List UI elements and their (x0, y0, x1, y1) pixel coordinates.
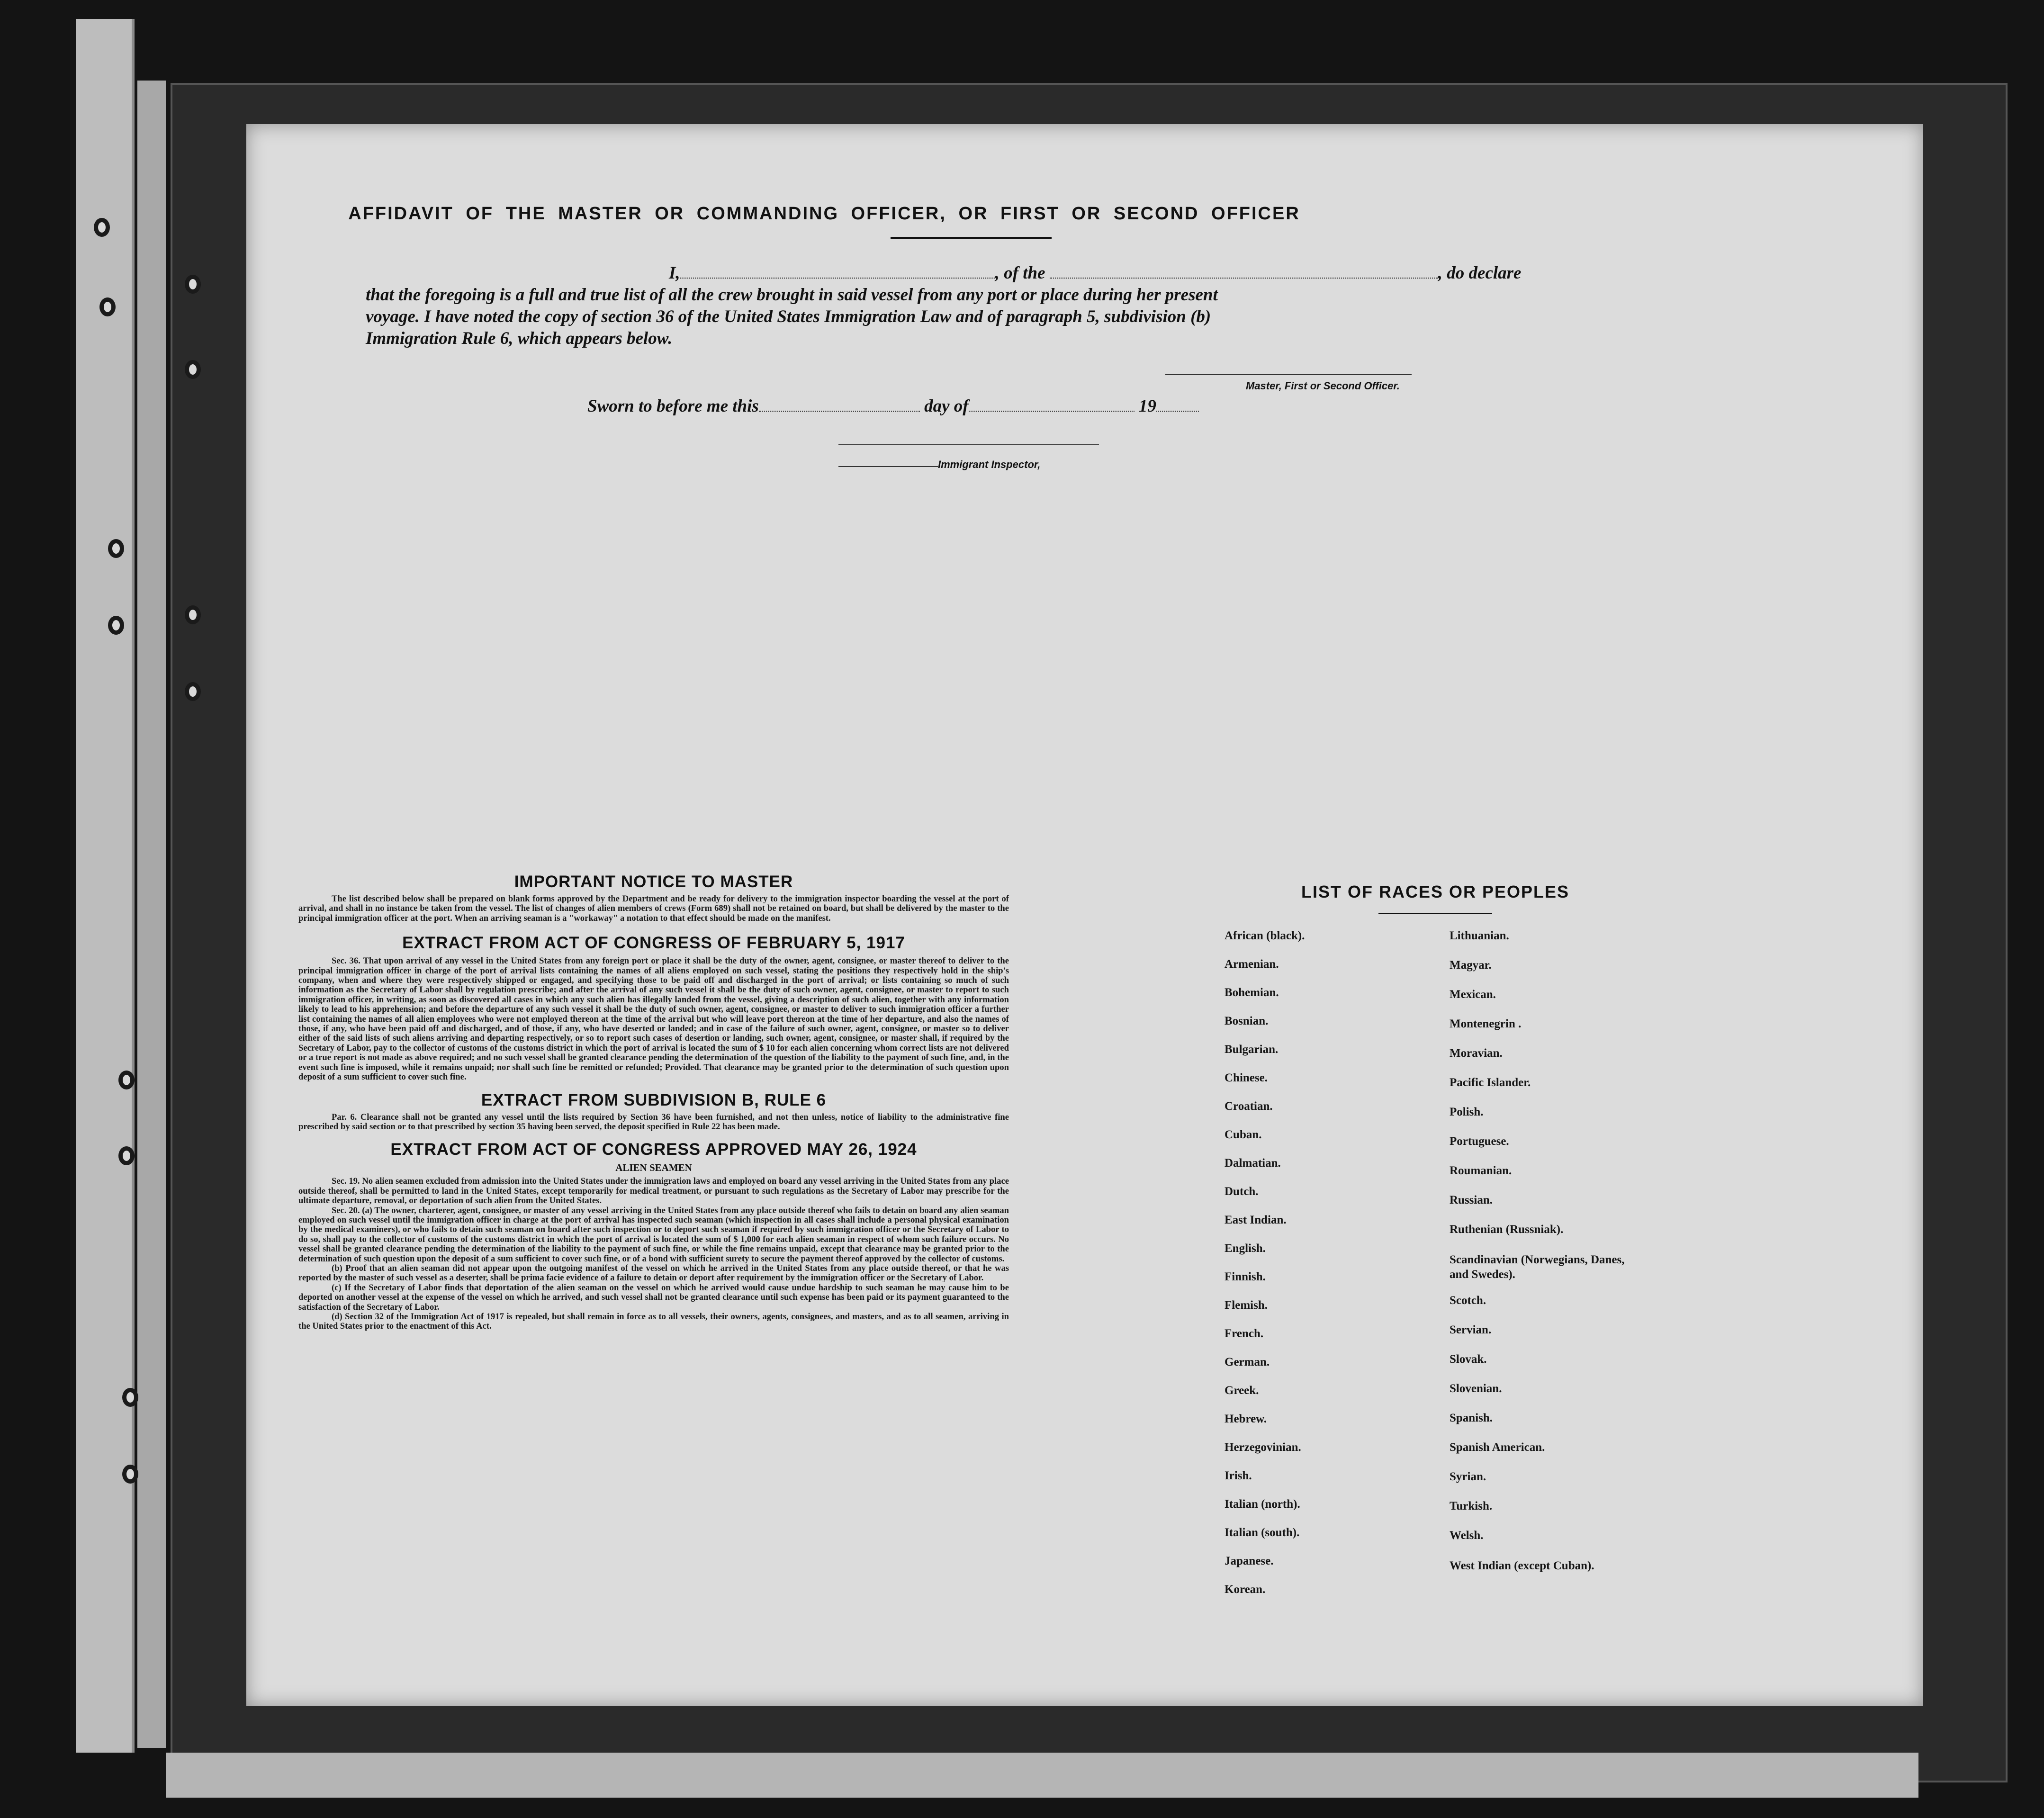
race-item: French. (1225, 1327, 1264, 1340)
binding-hole (118, 1146, 135, 1165)
binding-hole (122, 1388, 138, 1407)
subdivision-b-text: Par. 6. Clearance shall not be granted any vessel until the lists required by Section 36 have been furnished, and not then unless, notice of liability to the administrative fine prescribed by said section or to that prescribed by section 35 having been served, the deposit specified in Rule 22 has been made. (298, 1112, 1009, 1132)
binding-hole (118, 1071, 135, 1089)
sworn-line (587, 396, 1199, 416)
sworn-year-blank (1156, 398, 1199, 412)
master-signature-label: Master, First or Second Officer. (1246, 380, 1400, 392)
race-item: Italian (south). (1225, 1526, 1300, 1539)
race-item: Dalmatian. (1225, 1157, 1281, 1170)
inspector-label: Immigrant Inspector, (938, 459, 1041, 470)
race-item: East Indian. (1225, 1214, 1287, 1226)
race-item: Slovenian. (1450, 1382, 1502, 1395)
race-item: Greek. (1225, 1384, 1259, 1397)
race-item: Mexican. (1450, 988, 1496, 1001)
race-item: English. (1225, 1242, 1266, 1255)
race-item: Welsh. (1450, 1529, 1484, 1542)
race-item: Flemish. (1225, 1299, 1268, 1312)
race-item: Scandinavian (Norwegians, Danes, and Swedes). (1450, 1253, 1625, 1281)
binding-hole (185, 360, 201, 379)
races-title-underline (1378, 913, 1492, 914)
binding-hole (99, 297, 116, 316)
race-item: Slovak. (1450, 1353, 1487, 1366)
race-item: West Indian (except Cuban). (1450, 1559, 1594, 1572)
race-item: Ruthenian (Russniak). (1450, 1223, 1564, 1236)
race-item: Pacific Islander. (1450, 1076, 1531, 1089)
race-item: Montenegrin . (1450, 1017, 1522, 1030)
race-item: Croatian. (1225, 1100, 1273, 1113)
race-item: Bosnian. (1225, 1015, 1269, 1027)
race-item: Russian. (1450, 1194, 1493, 1206)
form-page (246, 124, 1923, 1706)
race-item: Herzegovinian. (1225, 1441, 1301, 1454)
left-binding-strip-inner (137, 81, 166, 1748)
name-blank (680, 265, 995, 279)
sworn-text: Sworn to before me this (587, 396, 759, 416)
sworn-day-blank (759, 398, 920, 412)
race-item: Bohemian. (1225, 986, 1279, 999)
race-item: Korean. (1225, 1583, 1266, 1596)
extract-1917-title: EXTRACT FROM ACT OF CONGRESS OF FEBRUARY 5, 1917 (402, 934, 905, 953)
affidavit-declaration (366, 262, 1522, 350)
affidavit-of-the: , of the (995, 263, 1045, 283)
race-item: Servian. (1450, 1323, 1492, 1336)
extract-1917-text: Sec. 36. That upon arrival of any vessel in the United States from any foreign port or place it shall be the duty of the owner, agent, consignee, or master thereof to deliver to the principal immigration officer in charge of the port of arrival lists containing the names of all aliens employed on such vessel, stating the positions they respectively hold in the ship's company, when and where they were respectively shipped or engaged, and specifying those to be paid off and discharged in the port of arrival; or lists containing so much of such information as the Secretary of Labor shall by regulation prescribe; and after the arrival of any such vessel it shall be the duty of such owner, agent, consignee, or master to report to such immigration officer, in writing, as soon as discovered all cases in which any such alien has illegally landed from the vessel, giving a description of such alien, together with any information likely to lead to his apprehension; and before the departure of any such vessel it shall be the duty of such owner, agent, consignee, or master to deliver to such immigration officer a further list containing the names of all alien employees who were not employed thereon at the time of the arrival but who will leave port thereon at the time of her departure, and also the names of those, if any, who have been paid off and discharged, and of those, if any, who have deserted or landed; and in case of the failure of such owner, agent, consignee, or master so to deliver either of the said lists of such aliens arriving and departing respectively, or so to report such cases of desertion or landing, such owner, agent, consignee, or master shall, if required by the Secretary of Labor, pay to the collector of customs of the customs district in which the port of arrival is located the sum of $ 10 for each alien concerning whom correct lists are not delivered or a true report is not made as above required; and no such vessel shall be granted clearance pending the determination of the question of the liability to the payment of such fine, and, in the event such fine is imposed, while it remains unpaid; nor shall such fine be remitted or refunded; Provided. That clearance may be granted prior to the determination of such question upon deposit of a sum sufficient to cover such fine. (298, 956, 1009, 1082)
race-item: Moravian. (1450, 1047, 1503, 1060)
race-item: Magyar. (1450, 959, 1492, 972)
day-of-text: day of (924, 396, 969, 416)
notice-text: The list described below shall be prepared on blank forms approved by the Department and be ready for delivery to the immigration inspector boarding the vessel at the port of arrival, and shall in no instance be taken from the vessel. The list of changes of alien members of crews (Form 689) shall not be retained on board, but shall be delivered by the master to the principal immigration officer at the port. When an arriving seaman is a "workaway" a notation to that effect should be made on the manifest. (298, 894, 1009, 923)
inspector-name-line (838, 466, 938, 467)
binding-hole (94, 218, 110, 237)
bottom-binding-strip (166, 1753, 1918, 1798)
race-item: Cuban. (1225, 1128, 1262, 1141)
races-title: LIST OF RACES OR PEOPLES (1301, 882, 1570, 901)
race-item: Lithuanian. (1450, 929, 1509, 942)
race-item: Bulgarian. (1225, 1043, 1279, 1056)
race-item: Scotch. (1450, 1294, 1486, 1307)
affidavit-body-text: that the foregoing is a full and true list of all the crew brought in said vessel from any port or place during her present voyage. I have noted the copy of section 36 of the United States Immigration Law and of paragraph 5, subdivision (b) Immigration Rule 6, which appears below. (366, 285, 1218, 348)
binding-hole (185, 275, 201, 294)
affidavit-i: I, (669, 263, 680, 283)
left-binding-strip (76, 19, 135, 1753)
binding-hole (185, 605, 201, 624)
race-item: African (black). (1225, 929, 1305, 942)
race-item: Dutch. (1225, 1185, 1259, 1198)
race-item: Polish. (1450, 1106, 1484, 1118)
binding-hole (122, 1465, 138, 1484)
sworn-month-blank (969, 398, 1135, 412)
extract-1924-sec20d: (d) Section 32 of the Immigration Act of 1917 is repealed, but shall remain in force as to all vessels, their owners, agents, consignees, and masters, and as to all seamen, arriving in the United States prior to the enactment of this Act. (298, 1312, 1009, 1332)
extract-1924-sec20c: (c) If the Secretary of Labor finds that deportation of the alien seaman on the vessel on which he arrived would cause undue hardship to such seaman he may cause him to be deported on another vessel at the expense of the vessel on which he arrived, and such vessel shall not be granted clearance until such expense has been paid or its payment guaranteed to the satisfaction of the Secretary of Labor. (298, 1282, 1009, 1312)
notice-title: IMPORTANT NOTICE TO MASTER (514, 873, 793, 891)
race-item: Syrian. (1450, 1470, 1486, 1483)
race-item: Chinese. (1225, 1071, 1268, 1084)
race-item: Irish. (1225, 1469, 1252, 1482)
subdivision-b-title: EXTRACT FROM SUBDIVISION B, RULE 6 (481, 1090, 827, 1109)
alien-seamen-subtitle: ALIEN SEAMEN (615, 1162, 692, 1174)
binding-hole (108, 616, 124, 635)
race-item: Roumanian. (1450, 1164, 1512, 1177)
affidavit-title: AFFIDAVIT OF THE MASTER OR COMMANDING OFFICER, OR FIRST OR SECOND OFFICER (348, 204, 1300, 224)
race-item: Japanese. (1225, 1555, 1274, 1567)
master-signature-line (1165, 374, 1412, 375)
binding-hole (108, 539, 124, 558)
race-item: German. (1225, 1356, 1270, 1368)
race-item: Italian (north). (1225, 1498, 1300, 1511)
race-item: Armenian. (1225, 958, 1279, 971)
extract-1924-sec19: Sec. 19. No alien seamen excluded from admission into the United States under the immigration laws and employed on board any vessel arriving in the United States from any place outside thereof, shall be permitted to land in the United States, except temporarily for medical treatment, or pursuant to such regulations as the Secretary of Labor may prescribe for the ultimate departure, removal, or deportation of such alien from the United States. (298, 1176, 1009, 1206)
year-prefix: 19 (1138, 396, 1156, 416)
race-item: Turkish. (1450, 1500, 1493, 1512)
notice-column (298, 873, 1009, 1332)
race-item: Portuguese. (1450, 1135, 1509, 1148)
race-item: Spanish. (1450, 1412, 1493, 1424)
race-item: Hebrew. (1225, 1413, 1267, 1425)
extract-1924-sec20a: Sec. 20. (a) The owner, charterer, agent, consignee, or master of any vessel arriving in the United States from any place outside thereof who fails to detain on board any alien seaman employed on such vessel until the immigration officer in charge at the port of arrival has inspected such seaman (which inspection in all cases shall include a personal physical examination by the medical examiners), or who fails to detain such seaman on board after such inspection or to deport such seaman if required by such immigration officer or the Secretary of Labor to do so, shall pay to the collector of customs of the customs district in which the port of arrival is located the sum of $ 1,000 for each alien seaman in respect of whom such failure occurs. No vessel shall be granted clearance pending the determination of the liability to the payment of such fine, or while the fine remains unpaid, except that clearance may be granted prior to the determination of such question upon the deposit of a sum sufficient to cover such fine, or of a bond with sufficient surety to secure the payment thereof approved by the collector of customs. (298, 1205, 1009, 1264)
vessel-blank (1050, 265, 1438, 279)
extract-1924-title: EXTRACT FROM ACT OF CONGRESS APPROVED MAY 26, 1924 (390, 1140, 917, 1159)
title-underline (891, 237, 1052, 239)
affidavit-do-declare: , do declare (1438, 263, 1522, 283)
extract-1924-sec20b: (b) Proof that an alien seaman did not appear upon the outgoing manifest of the vessel on which he arrived in the United States from any place outside thereof, or that he was reported by the master of such vessel as a deserter, shall be prima facie evidence of a failure to detain or deport after requirement by the immigration officer or the Secretary of Labor. (298, 1263, 1009, 1283)
race-item: Spanish American. (1450, 1441, 1545, 1454)
race-item: Finnish. (1225, 1270, 1266, 1283)
inspector-signature-line (838, 444, 1099, 445)
binding-hole (185, 682, 201, 701)
